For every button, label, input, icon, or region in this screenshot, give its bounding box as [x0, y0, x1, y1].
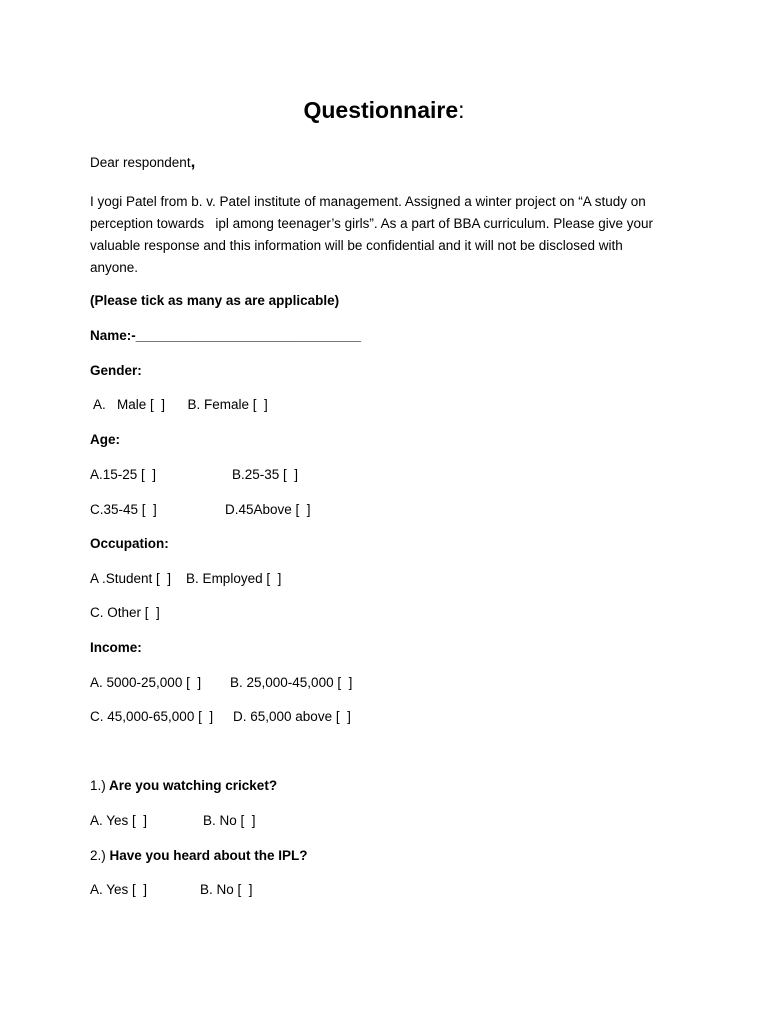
intro-line: valuable response and this information will be confidential and it will not be disclosed with [90, 238, 623, 253]
salutation [90, 153, 195, 172]
occupation-label: Occupation: [90, 536, 169, 551]
intro-line: I yogi Patel from b. v. Patel institute of management. Assigned a winter project on “A study on [90, 194, 646, 209]
age-option-d[interactable]: D.45Above [ ] [225, 502, 311, 517]
income-option-a[interactable]: A. 5000-25,000 [ ] [90, 675, 202, 690]
title-colon: : [458, 97, 465, 123]
q2-option-a[interactable]: A. Yes [ ] [90, 882, 148, 897]
page-title [0, 94, 768, 126]
question-1 [90, 777, 277, 795]
age-option-a[interactable]: A.15-25 [ ] [90, 467, 157, 482]
question-number: 1.) [90, 778, 106, 793]
age-option-c[interactable]: C.35-45 [ ] [90, 502, 157, 517]
intro-line: anyone. [90, 260, 139, 275]
age-label: Age: [90, 432, 120, 447]
occupation-options-row2[interactable]: C. Other [ ] [90, 605, 160, 620]
occupation-options-row1[interactable]: A .Student [ ] B. Employed [ ] [90, 571, 282, 586]
q1-option-b[interactable]: B. No [ ] [203, 813, 256, 828]
question-text: Have you heard about the IPL? [105, 848, 308, 863]
salutation-comma: , [190, 152, 196, 171]
q1-option-a[interactable]: A. Yes [ ] [90, 813, 148, 828]
name-field-label[interactable]: Name:-______________________________ [90, 328, 362, 343]
gender-options[interactable]: A. Male [ ] B. Female [ ] [90, 397, 268, 412]
intro-paragraph [90, 191, 680, 279]
gender-label: Gender: [90, 363, 142, 378]
question-text: Are you watching cricket? [105, 778, 278, 793]
salutation-text: Dear respondent [90, 155, 191, 170]
income-option-c[interactable]: C. 45,000-65,000 [ ] [90, 709, 214, 724]
title-text: Questionnaire [303, 97, 459, 123]
question-number: 2.) [90, 848, 106, 863]
income-option-b[interactable]: B. 25,000-45,000 [ ] [230, 675, 353, 690]
question-2 [90, 847, 308, 865]
q2-option-b[interactable]: B. No [ ] [200, 882, 253, 897]
age-option-b[interactable]: B.25-35 [ ] [232, 467, 299, 482]
income-option-d[interactable]: D. 65,000 above [ ] [233, 709, 351, 724]
instruction-text: (Please tick as many as are applicable) [90, 293, 340, 308]
intro-line: perception towards ipl among teenager’s girls”. As a part of BBA curriculum. Please give your [90, 216, 654, 231]
income-label: Income: [90, 640, 142, 655]
